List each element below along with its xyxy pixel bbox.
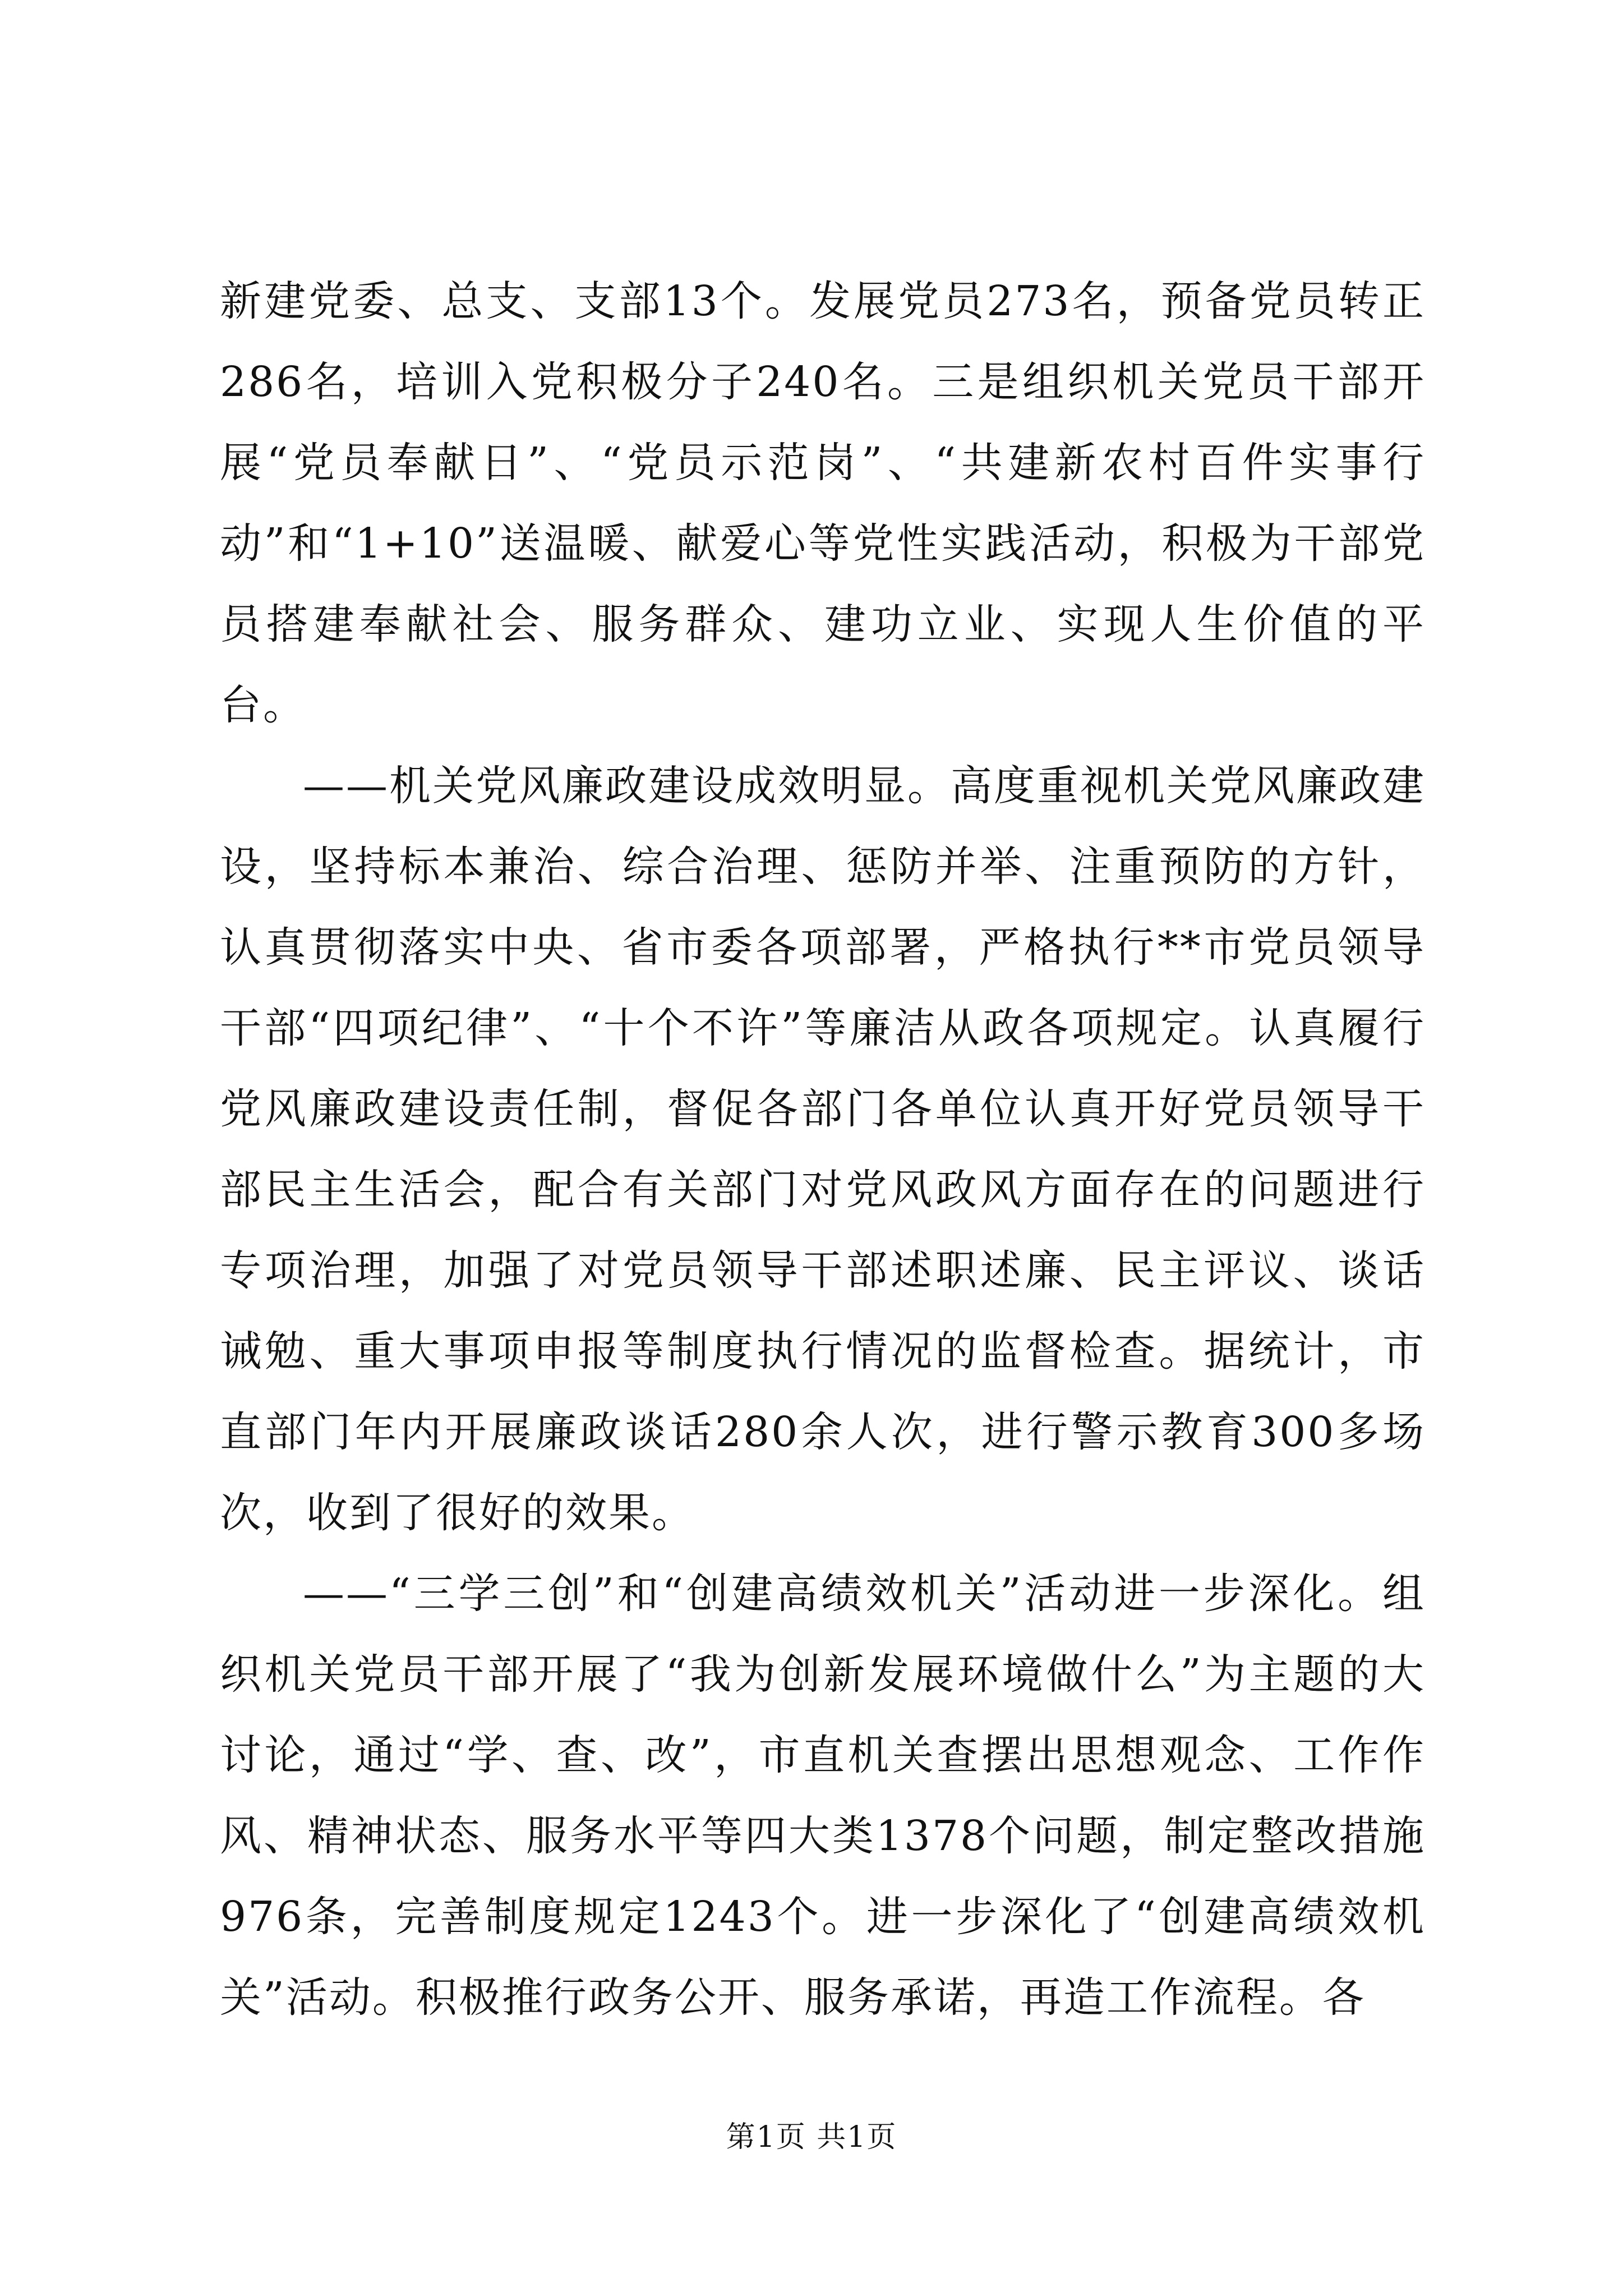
paragraph-party-building: 新建党委、总支、支部13个。发展党员273名，预备党员转正286名，培训入党积极分子240名。三是组织机关党员干部开展“党员奉献日”、“党员示范岗”、“共建新农村百件实事行动”和“1+10”送温暖、献爱心等党性实践活动，积极为干部党员搭建奉献社会、服务群众、建功立业、实现人生价值的平台。 [220,277,1426,729]
paragraph-efficient-organs: ——“三学三创”和“创建高绩效机关”活动进一步深化。组织机关党员干部开展了“我为创新发展环境做什么”为主题的大讨论，通过“学、查、改”，市直机关查摆出思想观念、工作作风、精神状态、服务水平等四大类1378个问题，制定整改措施976条，完善制度规定1243个。进一步深化了“创建高绩效机关”活动。积极推行政务公开、服务承诺，再造工作流程。各 [220,1570,1426,2022]
page-footer: 第1页 共1页 [726,2120,897,2154]
paragraph-clean-governance: ——机关党风廉政建设成效明显。高度重视机关党风廉政建设，坚持标本兼治、综合治理、惩防并举、注重预防的方针，认真贯彻落实中央、省市委各项部署，严格执行**市党员领导干部“四项纪律”、“十个不许”等廉洁从政各项规定。认真履行党风廉政建设责任制，督促各部门各单位认真开好党员领导干部民主生活会，配合有关部门对党风政风方面存在的问题进行专项治理，加强了对党员领导干部述职述廉、民主评议、谈话诫勉、重大事项申报等制度执行情况的监督检查。据统计，市直部门年内开展廉政谈话280余人次，进行警示教育300多场次，收到了很好的效果。 [220,762,1426,1537]
document-body [220,261,1426,2038]
